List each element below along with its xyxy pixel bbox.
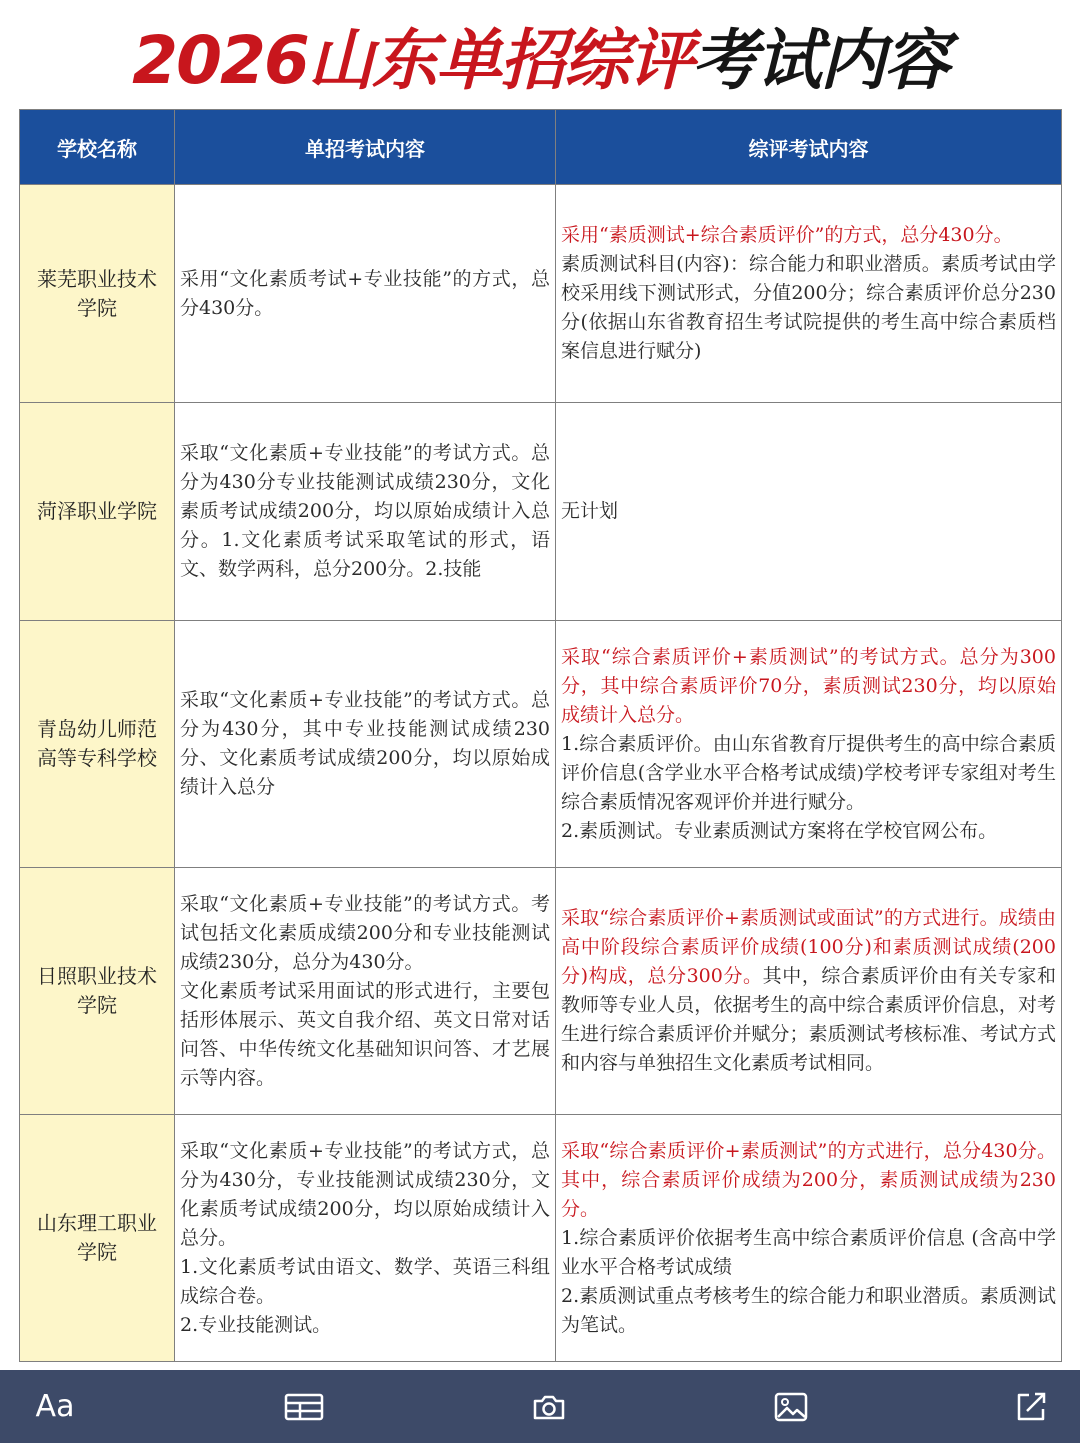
header-zongping: 综评考试内容 [556,110,1062,185]
danzhao-text: 采取“文化素质+专业技能”的考试方式。总分为430分，其中专业技能测试成绩230分、文化素质考试成绩200分，均以原始成绩计入总分 [180,689,550,798]
danzhao-content [175,403,556,621]
danzhao-text: 采用“文化素质考试+专业技能”的方式，总分430分。 [180,267,550,319]
title-red-part: 2026山东单招综评 [132,22,692,99]
table-header-row [20,110,1062,185]
zongping-text: 1.综合素质评价依据考生高中综合素质评价信息 (含高中学业水平合格考试成绩 [561,1226,1056,1278]
zongping-content [556,1115,1062,1362]
edit-external-button[interactable] [991,1370,1071,1443]
danzhao-text: 2.专业技能测试。 [180,1313,332,1336]
zongping-content [556,621,1062,868]
table-icon [284,1392,324,1422]
danzhao-text: 采取“文化素质+专业技能”的考试方式。考试包括文化素质成绩200分和专业技能测试成绩230分，总分为430分。 [180,892,550,973]
danzhao-text: 文化素质考试采用面试的形式进行，主要包括形体展示、英文自我介绍、英文日常对话问答、中华传统文化基础知识问答、才艺展示等内容。 [180,979,550,1089]
zongping-text: 2.素质测试。专业素质测试方案将在学校官网公布。 [561,819,998,842]
zongping-highlight-text: 采取“综合素质评价+素质测试”的考试方式。总分为300分，其中综合素质评价70分，素质测试230分，均以原始成绩计入总分。 [561,645,1056,726]
bottom-toolbar [0,1370,1080,1443]
table-row [20,185,1062,403]
table-row [20,868,1062,1115]
zongping-text: 素质测试科目(内容)：综合能力和职业潜质。素质考试由学校采用线下测试形式，分值200分；综合素质评价总分230分(依据山东省教育招生考试院提供的考生高中综合素质档案信息进行赋分) [561,253,1056,362]
danzhao-content [175,621,556,868]
text-format-button[interactable] [15,1370,95,1443]
danzhao-content [175,1115,556,1362]
zongping-content [556,403,1062,621]
zongping-text: 无计划 [561,500,619,522]
text-format-icon: Aa [35,1389,75,1424]
school-name: 莱芜职业技术学院 [20,185,175,403]
header-danzhao: 单招考试内容 [175,110,556,185]
table-row [20,621,1062,868]
danzhao-text: 采取“文化素质+专业技能”的考试方式，总分为430分，专业技能测试成绩230分，文化素质考试成绩200分，均以原始成绩计入总分。 [180,1139,550,1249]
school-name: 菏泽职业学院 [20,403,175,621]
zongping-text: 2.素质测试重点考核考生的综合能力和职业潜质。素质测试为笔试。 [561,1284,1056,1336]
zongping-text: 1.综合素质评价。由山东省教育厅提供考生的高中综合素质评价信息(含学业水平合格考试成绩)学校考评专家组对考生综合素质情况客观评价并进行赋分。 [561,732,1056,813]
danzhao-text: 采取“文化素质+专业技能”的考试方式。总分为430分专业技能测试成绩230分，文化素质考试成绩200分，均以原始成绩计入总分。1.文化素质考试采取笔试的形式，语文、数学两科，总分200分。2.技能 [180,442,550,580]
table-row [20,403,1062,621]
zongping-highlight-text: 采取“综合素质评价+素质测试”的方式进行，总分430分。其中，综合素质评价成绩为200分，素质测试成绩为230分。 [561,1139,1056,1220]
title-black-part: 考试内容 [691,22,948,99]
school-name: 日照职业技术学院 [20,868,175,1115]
danzhao-content [175,185,556,403]
zongping-content [556,185,1062,403]
exam-content-table [19,109,1062,1362]
camera-button[interactable] [509,1370,589,1443]
edit-external-icon [1014,1390,1048,1424]
image-button[interactable] [751,1370,831,1443]
camera-icon [531,1392,567,1422]
image-icon [773,1391,809,1423]
danzhao-text: 1.文化素质考试由语文、数学、英语三科组成综合卷。 [180,1255,550,1307]
zongping-content [556,868,1062,1115]
zongping-text: 其中，综合素质评价由有关专家和教师等专业人员，依据考生的高中综合素质评价信息，对考生进行综合素质评价并赋分；素质测试考核标准、考试方式和内容与单独招生文化素质考试相同。 [561,965,1056,1074]
zongping-highlight-text: 采用“素质测试+综合素质评价”的方式，总分430分。 [561,224,1013,246]
table-row [20,1115,1062,1362]
school-name: 山东理工职业学院 [20,1115,175,1362]
page-title [0,18,1080,104]
zongping-highlight-text: 采取“综合素质评价+素质测试或面试”的方式进行。成绩由高中阶段综合素质评价成绩(100分)和素质测试成绩(200分)构成，总分300分。 [561,907,1056,987]
table-button[interactable] [264,1370,344,1443]
header-school: 学校名称 [20,110,175,185]
school-name: 青岛幼儿师范高等专科学校 [20,621,175,868]
danzhao-content [175,868,556,1115]
